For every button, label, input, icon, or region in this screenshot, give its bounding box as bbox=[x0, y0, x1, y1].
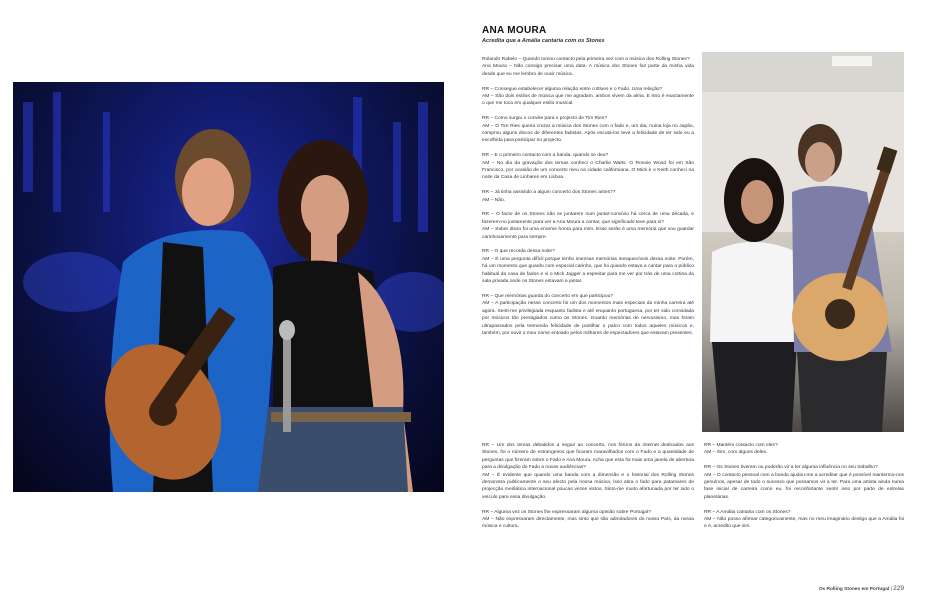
qa-paragraph: RR – E o primeiro contacto com a banda, quando se deu? AM – No dia da gravação dos temas conheci o Charlie Watts. O Ronnie Wood foi em São Francisco, por ocasião de um concerto meu na cidade californiana. O Mick e o Keith conheci na noite da Casa de Linhares em Lisboa. bbox=[482, 153, 694, 181]
concert-photo-illustration bbox=[13, 82, 444, 492]
interview-column-main bbox=[482, 56, 694, 345]
qa-paragraph: RR – Como surgiu o convite para o projecto de Tim Ries? AM – O Tim Ries queria cruzar a música dos Stones com o fado e, um dia, numa loja no Japão, comprou alguns discos de diferentes fadistas. Após escutá-los teve a felicidade de ter sido eu a escolhida para participar no projecto. bbox=[482, 116, 694, 144]
qa-paragraph: RR – O que recorda dessa noite? AM – É uma pergunta difícil porque tenho imensas memórias inesquecíveis dessa noite. Porém, há um momento que guardo com especial carinho, que foi quando estava a cantar para o público habitual da casa de fados e vi o Mick Jagger a espreitar para me ver por trás de uma cortina da sala privada onde os Stones estavam a jantar. bbox=[482, 249, 694, 285]
qa-paragraph: RR – Os Stones tiveram ou poderão vir a ter alguma influência no seu trabalho? AM – O contacto pessoal com a banda ajudou-me a acreditar que é possível mantermo-nos genuínos, apesar de todo o sucesso que possamos vir a ter. Para uma artista ainda numa fase inicial de carreira como eu, foi reconfortante sentir isso por parte de estrelas planetárias. bbox=[704, 465, 904, 500]
qa-paragraph: RR – Alguma vez os Stones lhe expressaram alguma opinião sobre Portugal? AM – Não expressaram directamente, mas sinto que são admiradores do nosso País, da nossa música e cultura. bbox=[482, 509, 694, 530]
page-footer bbox=[819, 585, 904, 592]
backstage-photo-illustration bbox=[702, 52, 904, 432]
qa-paragraph: RR – Que memórias guarda do concerto em que participou? AM – A participação nesse concerto foi um dos momentos mais especiais da minha carreira até agora. Senti-me privilegiada enquanto fadista e até enquanto portuguesa, por ter sido convidada por músicos tão prestigiados como os Stones. Guardo memórias de nervosismo, mas foram ultrapassados pela tremenda felicidade de partilhar o palco com todos aqueles músicos e, também, por ouvir o meu nome entoado pelos milhares de espectadores que estavam presentes. bbox=[482, 293, 694, 336]
qa-paragraph: RR – A Amália cantaria com os Stones? AM – Não posso afirmar categoricamente, mas no meu imaginário desligo que a Amália foi e é, acredito que sim. bbox=[704, 509, 904, 530]
backstage-photo bbox=[702, 52, 904, 432]
qa-paragraph: RR – Já tinha assistido a algum concerto dos Stones antes?? AM – Não. bbox=[482, 190, 616, 203]
running-title: Os Rolling Stones em Portugal bbox=[818, 587, 890, 592]
concert-photo bbox=[13, 82, 444, 492]
page-number: 229 bbox=[893, 585, 904, 592]
interview-column-bottom-left bbox=[482, 442, 694, 538]
interview-column-bottom-right bbox=[704, 442, 904, 538]
qa-paragraph: Rolando Rabelo – Quando tomou contacto pela primeira vez com a música dos Rolling Stones? Ana Moura – Não consigo precisar uma data. A música dos Stones faz parte da minha vida desde que eu me lembro de ouvir música. bbox=[482, 57, 694, 77]
article-subtitle: Acredita que a Amália cantaria com os Stones bbox=[482, 38, 605, 44]
qa-paragraph: RR – Um dos temas debatidos a seguir ao concerto, nos fóruns da internet dedicados aos Stones, foi o número de estrangeiros que ficaram maravilhados com o Fado e a quantidade de perguntas que fizeram sobre o Fado e Ana Moura. Acha que esta foi mais uma janela de abertura para a divulgação do Fado a novas audiências? AM – É evidente que quando uma banda com a dimensão e o historial dos Rolling Stones demonstra publicamente o seu afecto pela nossa música, isso atira o fado para patamares de projecção mediática internacional poucas vezes vistos. Sinto-me muito afortunada por ter sido o veículo para essa divulgação. bbox=[482, 443, 694, 500]
footer-separator: | bbox=[890, 587, 894, 592]
qa-paragraph: RR – O facto de os Stones não se juntarem num jantar-convívio há cerca de uma década, e fazerem-no justamente para ver a Ana Moura a cantar, que significado teve para si? AM – Saber disso foi uma enorme honra para mim. Esse serão é uma memória que vou guardar carinhosamente para sempre. bbox=[482, 212, 694, 240]
article-title: ANA MOURA bbox=[482, 25, 547, 36]
qa-paragraph: RR – Consegue estabelecer alguma relação entre o Blues e o Fado. Uma relação? AM – São dois estilos de música que me agradam, ambos vivem da alma. E isso é exactamente o que me toca em qualquer estilo musical. bbox=[482, 86, 694, 107]
qa-paragraph: RR – Mantém contacto com eles? AM – Sim, com alguns deles. bbox=[704, 443, 778, 456]
